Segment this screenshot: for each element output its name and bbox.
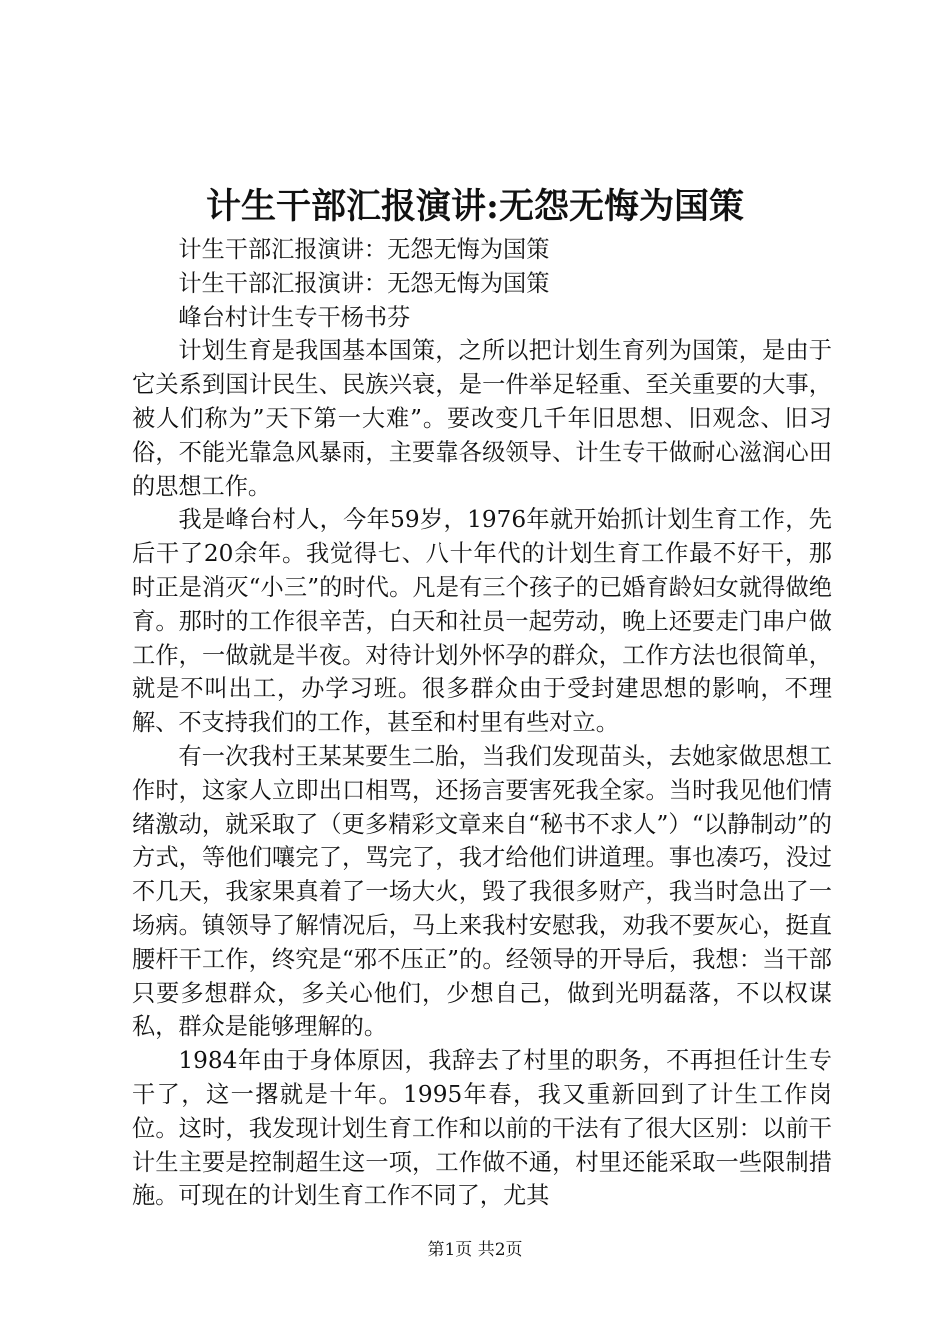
author-line: 峰台村计生专干杨书芬 xyxy=(178,303,411,331)
body-paragraph: 1984年由于身体原因，我辞去了村里的职务，不再担任计生专干了，这一撂就是十年。1995年春，我又重新回到了计生工作岗位。这时，我发现计划生育工作和以前的干法有了很大区别：以前干计生主要是控制超生这一项，工作做不通，村里还能采取一些限制措施。可现在的计划生育工作不同了，尤其 xyxy=(132,1047,832,1210)
document-body xyxy=(132,233,832,1213)
document-title: 计生干部汇报演讲:无怨无悔为国策 xyxy=(206,186,744,227)
body-paragraph: 计划生育是我国基本国策，之所以把计划生育列为国策，是由于它关系到国计民生、民族兴衰，是一件举足轻重、至关重要的大事，被人们称为”天下第一大难”。要改变几千年旧思想、旧观念、旧习俗，不能光靠急风暴雨，主要靠各级领导、计生专干做耐心滋润心田的思想工作。 xyxy=(132,337,832,500)
body-paragraph: 我是峰台村人，今年59岁，1976年就开始抓计划生育工作，先后干了20余年。我觉得七、八十年代的计划生育工作最不好干，那时正是消灭“小三”的时代。凡是有三个孩子的已婚育龄妇女就得做绝育。那时的工作很辛苦，白天和社员一起劳动，晚上还要走门串户做工作，一做就是半夜。对待计划外怀孕的群众，工作方法也很简单，就是不叫出工，办学习班。很多群众由于受封建思想的影响，不理解、不支持我们的工作，甚至和村里有些对立。 xyxy=(132,506,832,737)
body-paragraph: 有一次我村王某某要生二胎，当我们发现苗头，去她家做思想工作时，这家人立即出口相骂，还扬言要害死我全家。当时我见他们情绪激动，就采取了（更多精彩文章来自“秘书不求人”）“以静制动”的方式，等他们嚷完了，骂完了，我才给他们讲道理。事也凑巧，没过不几天，我家果真着了一场大火，毁了我很多财产，我当时急出了一场病。镇领导了解情况后，马上来我村安慰我，劝我不要灰心，挺直腰杆干工作，终究是“邪不压正”的。经领导的开导后，我想：当干部只要多想群众，多关心他们，少想自己，做到光明磊落，不以权谋私，群众是能够理解的。 xyxy=(132,742,832,1041)
subtitle-line: 计生干部汇报演讲：无怨无悔为国策 xyxy=(178,269,550,297)
page-number-footer: 第1页 共2页 xyxy=(427,1240,523,1260)
subtitle-line: 计生干部汇报演讲：无怨无悔为国策 xyxy=(178,236,550,263)
